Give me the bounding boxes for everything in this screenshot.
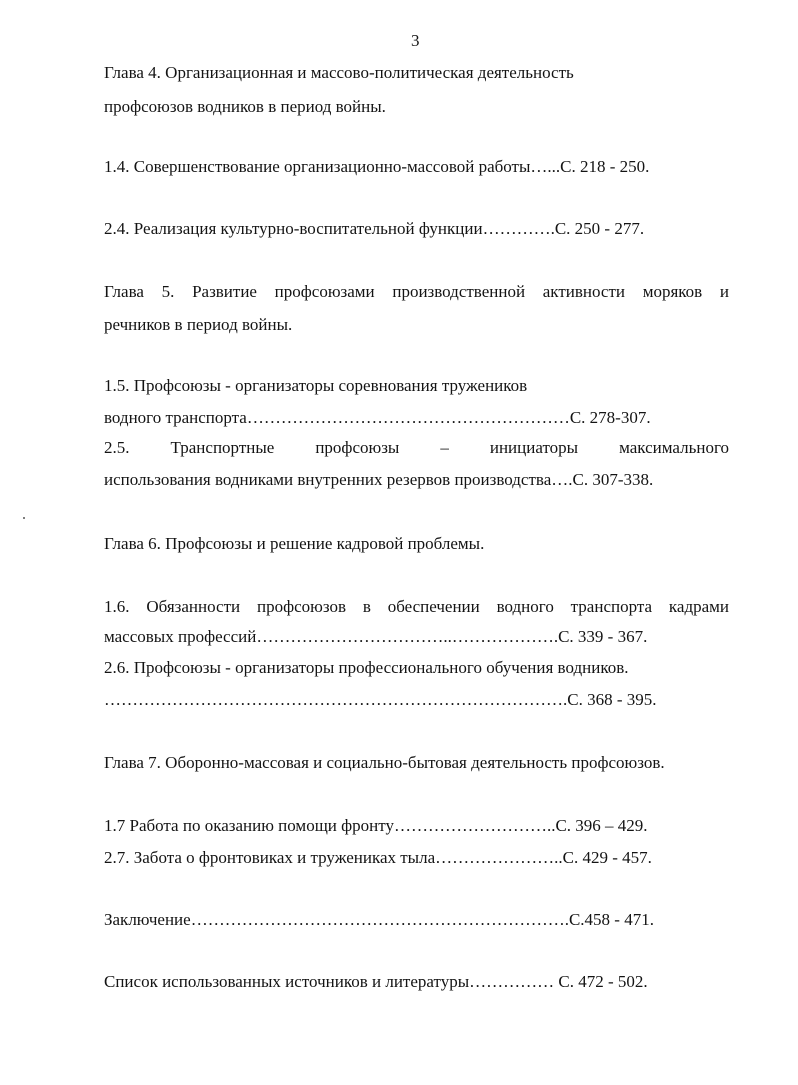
chapter-4-title-line-2: профсоюзов водников в период войны. (104, 97, 386, 116)
toc-entry-2-5-line-1: 2.5. Транспортные профсоюзы – инициаторы максимального (104, 438, 729, 457)
page-number: 3 (411, 31, 420, 50)
toc-entry-conclusion: Заключение………………………………………………………….С.458 - 471. (104, 910, 654, 929)
chapter-5-title-line-2: речников в период войны. (104, 315, 293, 334)
toc-entry-1-5-line-2: водного транспорта…………………………………………………С. 278-307. (104, 408, 651, 427)
toc-entry-2-6-line-1: 2.6. Профсоюзы - организаторы профессионального обучения водников. (104, 658, 629, 677)
chapter-4-title-line-1: Глава 4. Организационная и массово-политическая деятельность (104, 63, 574, 82)
chapter-6-title: Глава 6. Профсоюзы и решение кадровой проблемы. (104, 534, 485, 553)
chapter-5-title-line-1: Глава 5. Развитие профсоюзами производственной активности моряков и (104, 282, 729, 301)
toc-entry-1-6-line-2: массовых профессий……………………………..……………….С. 339 - 367. (104, 627, 648, 646)
toc-entry-2-4: 2.4. Реализация культурно-воспитательной функции………….С. 250 - 277. (104, 219, 645, 238)
toc-entry-1-4: 1.4. Совершенствование организационно-массовой работы…...С. 218 - 250. (104, 157, 650, 176)
scan-speck (23, 517, 25, 519)
toc-entry-2-7: 2.7. Забота о фронтовиках и тружениках тыла…………………..С. 429 - 457. (104, 848, 652, 867)
toc-entry-2-6-line-2: ……………………………………………………………………….С. 368 - 395. (104, 690, 657, 709)
toc-entry-1-5-line-1: 1.5. Профсоюзы - организаторы соревнования тружеников (104, 376, 528, 395)
toc-entry-2-5-line-2: использования водниками внутренних резервов производства….С. 307-338. (104, 470, 654, 489)
toc-entry-bibliography: Список использованных источников и литературы…………… С. 472 - 502. (104, 972, 648, 991)
chapter-7-title: Глава 7. Оборонно-массовая и социально-бытовая деятельность профсоюзов. (104, 753, 665, 772)
toc-entry-1-6-line-1: 1.6. Обязанности профсоюзов в обеспечении водного транспорта кадрами (104, 597, 729, 616)
toc-entry-1-7: 1.7 Работа по оказанию помощи фронту………………………..С. 396 – 429. (104, 816, 648, 835)
